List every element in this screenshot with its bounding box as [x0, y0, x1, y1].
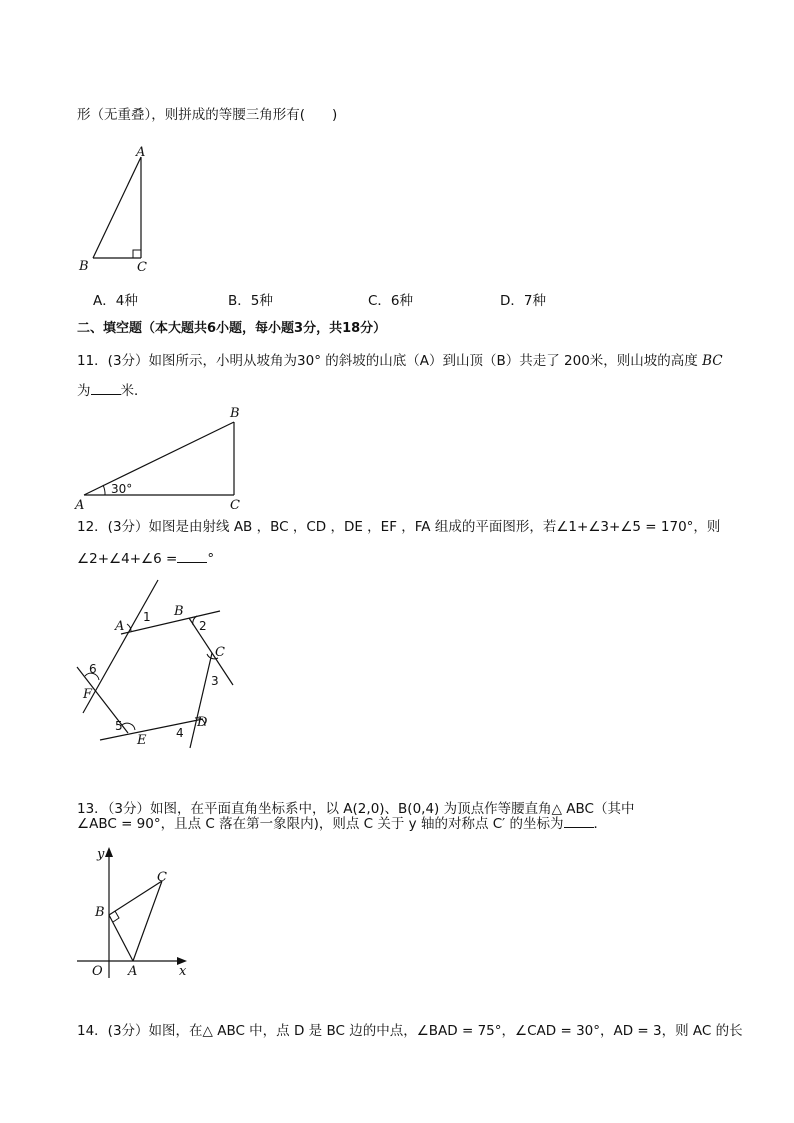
q11-line2: 为 米． [77, 383, 148, 399]
q13-label-y: y [97, 847, 105, 862]
q12-answer-blank[interactable] [177, 550, 207, 563]
q11-angle-label: 30° [111, 482, 133, 496]
q11-slope-figure [75, 405, 255, 513]
q12-line2: ∠2+∠4+∠6 = ° [77, 551, 215, 567]
q10-stem-tail: 形（无重叠），则拼成的等腰三角形有( ) [77, 107, 338, 123]
q10-option-d[interactable]: D．7种 [500, 293, 546, 309]
q13-coordinate-figure [75, 843, 205, 983]
q13-label-a: A [128, 964, 138, 979]
q12-label-d: D [197, 715, 208, 730]
q11-answer-blank[interactable] [91, 382, 121, 395]
q11-line1: 11．(3分）如图所示，小明从坡角为30° 的斜坡的山底（A）到山顶（B）共走了 200米，则山坡的高度 BC [77, 353, 723, 369]
q12-label-a: A [115, 619, 125, 634]
q12-angle-2: 2 [199, 619, 207, 633]
q13-label-c: C [157, 870, 167, 885]
q11-label-b: B [230, 406, 240, 421]
q12-label-e: E [137, 733, 147, 748]
q11-label-a: A [75, 498, 85, 513]
q13-line2: ∠ABC = 90°，且点 C 落在第一象限内)，则点 C 关于 y 轴的对称点 C′ 的坐标为 ． [77, 816, 608, 832]
q10-triangle-figure [75, 143, 155, 283]
q13-answer-blank[interactable] [564, 815, 594, 828]
q10-label-a: A [136, 145, 146, 160]
q12-line1: 12．(3分）如图是由射线 AB ，BC ，CD ，DE ，EF ，FA 组成的平面图形，若∠1+∠3+∠5 = 170°，则 [77, 519, 721, 535]
q10-label-c: C [137, 260, 147, 275]
q10-option-c[interactable]: C．6种 [368, 293, 414, 309]
q14-line1: 14．(3分）如图，在△ ABC 中，点 D 是 BC 边的中点，∠BAD = 75°，∠CAD = 30°，AD = 3，则 AC 的长 [77, 1023, 743, 1039]
section2-heading: 二、填空题（本大题共6小题，每小题3分，共18分） [77, 321, 387, 336]
q12-angle-4: 4 [176, 726, 184, 740]
q12-label-b: B [174, 604, 184, 619]
q10-option-a[interactable]: A．4种 [93, 293, 138, 309]
q12-angle-5: 5 [115, 719, 123, 733]
q13-label-x: x [179, 964, 187, 979]
q11-label-c: C [230, 498, 240, 513]
q12-hexagon-figure [75, 578, 245, 753]
q12-label-c: C [215, 645, 225, 660]
q10-option-b[interactable]: B．5种 [228, 293, 273, 309]
q10-label-b: B [79, 259, 89, 274]
q13-label-b: B [95, 905, 105, 920]
q12-angle-3: 3 [211, 674, 219, 688]
q12-angle-6: 6 [89, 662, 97, 676]
q12-angle-1: 1 [143, 610, 151, 624]
q13-label-o: O [92, 964, 103, 979]
q13-line1: 13．（3分）如图，在平面直角坐标系中，以 A(2,0)、B(0,4) 为顶点作等腰直角△ ABC（其中 [77, 801, 635, 817]
q11-var-bc: BC [702, 353, 723, 369]
q12-label-f: F [83, 687, 93, 702]
